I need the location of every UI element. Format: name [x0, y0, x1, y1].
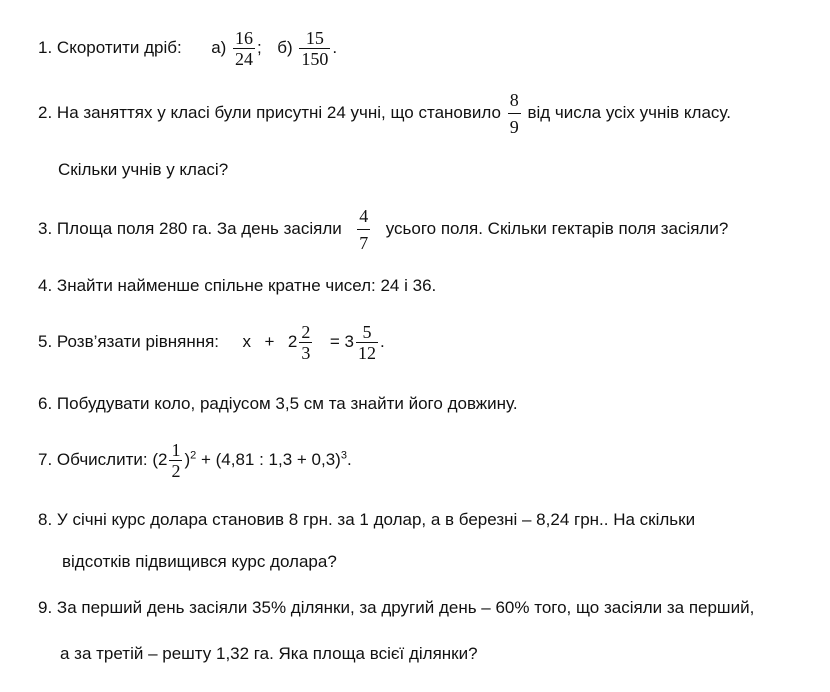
problem-7-number: 7. [38, 449, 53, 469]
fraction-numerator: 5 [362, 322, 372, 342]
problem-5 [38, 322, 385, 363]
problem-6-text: Побудувати коло, радіусом 3,5 см та знайти його довжину. [56, 394, 518, 413]
problem-7-end: . [346, 449, 352, 469]
fraction-2-3 [299, 322, 312, 363]
problem-9 [38, 598, 754, 618]
exponent: 2 [190, 449, 197, 462]
problem-6 [38, 394, 518, 414]
fraction-denominator: 9 [508, 113, 521, 137]
fraction-8-9 [508, 90, 521, 137]
problem-2-line-2: Скільки учнів у класі? [58, 160, 229, 179]
problem-1 [38, 28, 337, 69]
problem-8-text: У січні курс долара становив 8 грн. за 1 долар, а в березні – 8,24 грн.. На скільки [56, 510, 696, 529]
problem-5-end: . [379, 331, 385, 351]
exponent: 3 [340, 449, 347, 462]
problem-1-number: 1. [38, 37, 53, 57]
fraction-denominator: 3 [301, 343, 311, 363]
fraction-denominator: 12 [357, 343, 376, 363]
problem-1-a-label: а) [211, 37, 227, 57]
problem-8 [38, 510, 695, 530]
fraction-numerator: 2 [301, 322, 311, 342]
problem-9-text: За перший день засіяли 35% ділянки, за другий день – 60% того, що засіяли за перший, [56, 598, 755, 617]
fraction-numerator: 1 [171, 440, 181, 460]
fraction-16-24 [233, 28, 255, 69]
equation-plus: + [264, 331, 275, 351]
problem-5-text: Розв’язати рівняння: [56, 331, 220, 351]
problem-1-separator: ; [257, 37, 262, 57]
problem-3-number: 3. [38, 218, 53, 238]
fraction-denominator: 2 [171, 461, 181, 481]
problem-1-end: . [332, 37, 338, 57]
problem-3-text-before: Площа поля 280 га. За день засіяли [56, 218, 342, 238]
equation-equals: = [329, 331, 340, 351]
problem-6-number: 6. [38, 394, 53, 413]
problem-4-number: 4. [38, 276, 53, 295]
problem-8-line-2: відсотків підвищився курс долара? [62, 552, 337, 571]
fraction-5-12 [356, 322, 378, 363]
problem-7-middle: + (4,81 : 1,3 + 0,3) [196, 449, 341, 469]
fraction-denominator: 150 [301, 49, 329, 69]
fraction-4-7 [357, 206, 370, 253]
fraction-15-150 [299, 28, 330, 69]
problem-5-number: 5. [38, 331, 53, 351]
mixed-number-whole: 2 [287, 331, 298, 351]
problem-2-number: 2. [38, 102, 53, 122]
problem-1-text: Скоротити дріб: [56, 37, 182, 57]
problem-4-text: Знайти найменше спільне кратне чисел: 24 і 36. [56, 276, 437, 295]
problem-9-number: 9. [38, 598, 53, 617]
mixed-number-whole: 3 [344, 331, 354, 351]
problem-2-text-before: На заняттях у класі були присутні 24 учні, що становило [56, 102, 501, 122]
fraction-numerator: 16 [235, 28, 254, 48]
problem-2 [38, 90, 731, 137]
problem-3-text-after: усього поля. Скільки гектарів поля засіяли? [385, 218, 729, 238]
fraction-denominator: 24 [235, 49, 254, 69]
fraction-numerator: 8 [509, 90, 519, 110]
fraction-denominator: 7 [357, 229, 370, 253]
problem-3 [38, 206, 728, 253]
problem-2-text-after: від числа усіх учнів класу. [527, 102, 731, 122]
problem-1-b-label: б) [277, 37, 293, 57]
problem-7-close-paren: ) [184, 449, 191, 469]
problem-8-number: 8. [38, 510, 53, 529]
fraction-numerator: 15 [305, 28, 324, 48]
problem-4 [38, 276, 436, 296]
fraction-1-2 [169, 440, 182, 481]
problem-7-text: Обчислити: (2 [56, 449, 168, 469]
fraction-numerator: 4 [359, 206, 369, 226]
problem-7 [38, 440, 352, 481]
problem-9-line-2: а за третій – решту 1,32 га. Яка площа всієї ділянки? [60, 644, 478, 663]
equation-variable-x: x [242, 331, 251, 351]
